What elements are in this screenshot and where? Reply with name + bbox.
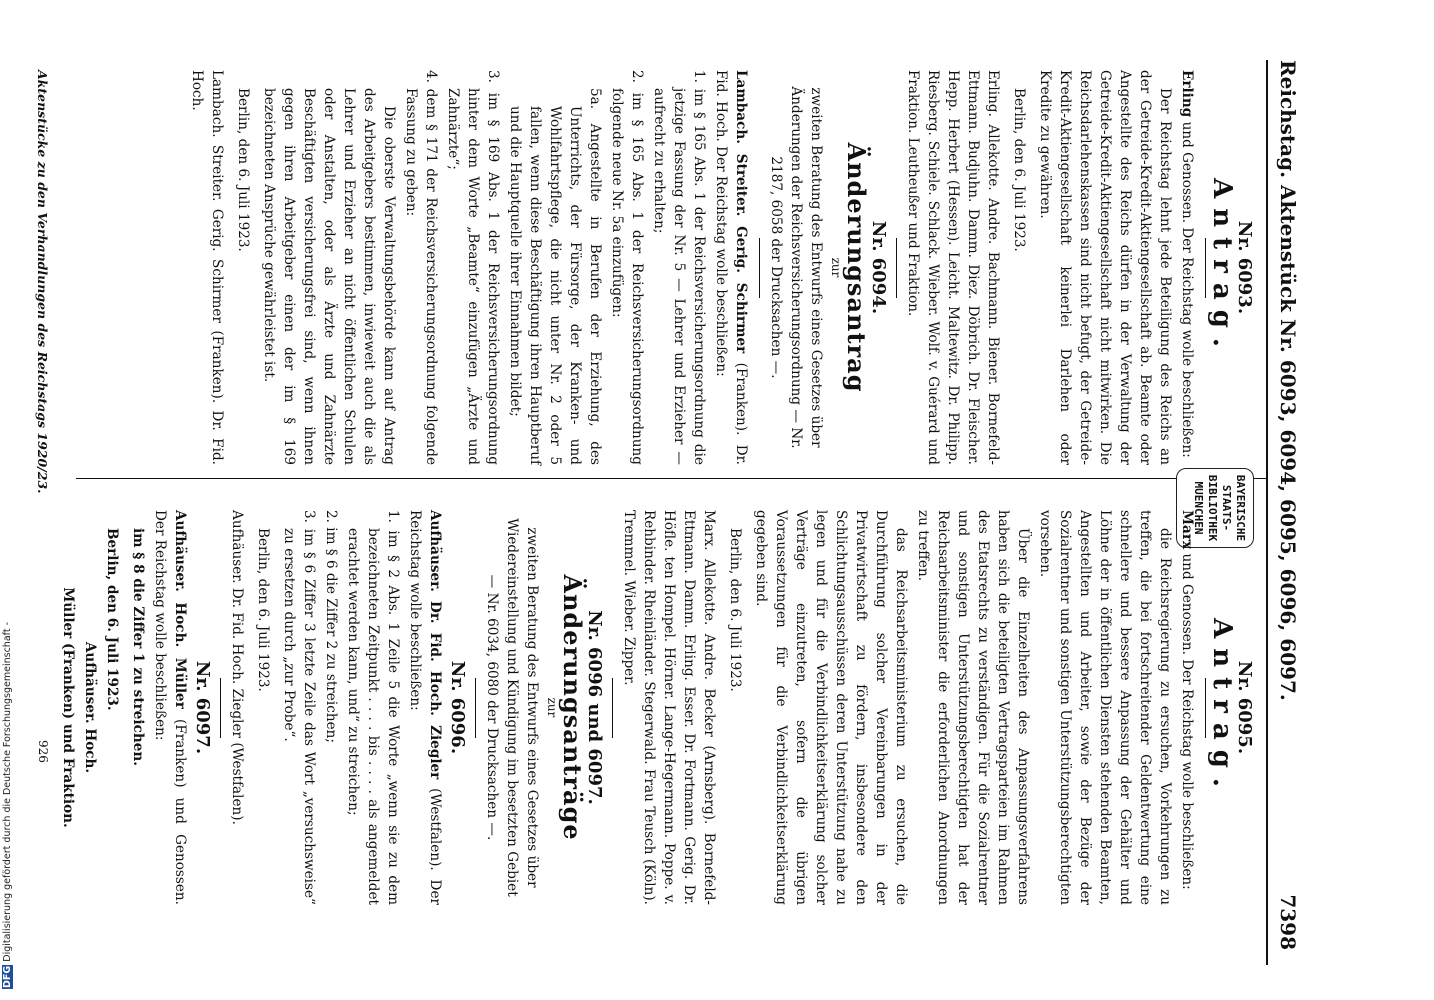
signatures: Aufhäuser. Hoch.	[82, 641, 98, 774]
separator	[1205, 678, 1206, 738]
signatures: Erling. Allekotte. Andre. Bachmann. Biener. Bornefeld-Ettmann. Budjuhn. Damm. Diez. Döbrich. Dr. Fleischer. Hepp. Herbert (Hessen). Leicht. Maltewitz. Dr. Philipp. Riesberg. Schiele. Schlack. Wieber. Wolf. v. Guérard und Fraktion. Leutheußer und Fraktion.	[905, 70, 1001, 465]
separator	[612, 678, 613, 738]
motion-item: 1. im § 165 Abs. 1 der Reichsversicherungsordnung die jetzige Fassung der Nr. 5 — Lehrer und Erzieher — aufrecht zu erhalten;	[651, 70, 707, 465]
doc-subtitle: zweiten Beratung des Entwurfs eines Gesetzes über Wiedereinstellung und Kündigung im besetzten Gebiet — Nr. 6034, 6080 der Drucksachen —.	[484, 518, 540, 897]
motion-body: das Reichsarbeitsministerium zu ersuchen, die Durchführung solcher Vereinbarungen in der Privatwirtschaft zu fördern, insbesondere den Schlichtungsausschüssen deren Unterstützung nahe zu legen und für die Verbindlichkeitserklärung solcher Verträge einzutreten, sofern die übrigen Voraussetzungen für die Verbindlichkeitserklärung gegeben sind.	[753, 510, 909, 905]
footer-page-number: 926	[36, 740, 50, 763]
motion-date: Berlin, den 6. Juli 1923.	[235, 88, 251, 252]
motion-date: Berlin, den 6. Juli 1923.	[255, 528, 271, 692]
motion-lead	[405, 510, 445, 905]
lead-text: und Genossen. Der Reichstag wolle beschließen:	[1179, 549, 1195, 890]
motion-lead	[711, 70, 751, 465]
running-header	[1270, 60, 1300, 950]
header-rule	[1266, 60, 1268, 965]
doc-number: Nr. 6096 und 6097.	[584, 610, 605, 805]
separator	[896, 238, 897, 298]
lead-text: (Franken). Dr. Fid. Hoch. Der Reichstag wolle beschließen:	[713, 70, 749, 466]
stamp-line: STAATS-	[1220, 484, 1233, 532]
separator	[1205, 238, 1206, 298]
mover-name: Lambach. Streiter. Gerig. Schirmer	[733, 70, 749, 354]
zur-label: zur	[545, 697, 559, 718]
column-divider	[76, 478, 1268, 479]
signatures: Lambach. Streiter. Gerig. Schirmer (Franken). Dr. Fid. Hoch.	[189, 70, 225, 465]
motion-item: 2. im § 6 die Ziffer 2 zu streichen;	[323, 510, 339, 743]
signatures: Aufhäuser. Dr. Fid. Hoch. Ziegler (Westfalen).	[229, 510, 245, 825]
lead-text: (Franken) und Genossen. Der Reichstag wolle beschließen:	[152, 510, 188, 905]
lead-text: und Genossen. Der Reichstag wolle beschließen:	[1179, 117, 1195, 458]
mover-name: Aufhäuser. Hoch. Müller	[172, 510, 188, 709]
doc-heading: Antrag.	[1207, 618, 1237, 797]
mover-name: Erling	[1179, 70, 1195, 118]
credit-line	[2, 622, 13, 992]
separator	[220, 678, 221, 738]
footer-text: Aktenstücke zu den Verhandlungen des Reichstags 1920/23.	[35, 70, 50, 494]
doc-heading: Änderungsanträge	[558, 574, 587, 841]
right-column	[56, 510, 1258, 905]
doc-number: Nr. 6095.	[1234, 660, 1255, 755]
stamp-line: MUENCHEN	[1192, 481, 1205, 535]
motion-lead	[1177, 70, 1197, 465]
lead-text: (Westfalen). Der Reichstag wolle beschließen:	[407, 510, 443, 905]
motion-lead	[150, 510, 190, 905]
header-title: Reichstag. Aktenstück Nr. 6093, 6094, 6095, 6096, 6097.	[1276, 60, 1300, 701]
signatures: Marx. Allekotte. Andre. Becker (Arnsberg). Bornefeld-Ettmann. Damm. Erling. Esser. Dr. Fortmann. Gerig. Dr. Höfle. ten Hompel. Hörner. Lange-Hegermann. Poppe. v. Rehbinder. Rheinländer. Stegerwald. Frau Teusch (Köln). Tremmel. Wieber. Zipper.	[621, 510, 717, 905]
credit-text: Digitalisierung gefördert durch die Deutsche Forschungsgemeinschaft -	[2, 622, 13, 962]
doc-subtitle: zweiten Beratung des Entwurfs eines Gesetzes über Änderungen der Reichsversicherungsordnung — Nr. 2187, 6058 der Drucksachen —.	[768, 86, 824, 449]
left-column	[185, 70, 1258, 465]
doc-heading: Antrag.	[1207, 178, 1237, 357]
motion-subitem: 5a. Angestellte in Berufen der Erziehung, des Unterrichts, der Fürsorge, der Kranken- und Wohlfahrtspflege, die nicht unter Nr. 2 oder 5 fallen, wenn diese Beschäftigung ihren Hauptberuf und die Hauptquelle ihrer Einnahmen bildet;	[507, 88, 603, 465]
motion-lead	[1177, 510, 1197, 905]
motion-item: im § 8 die Ziffer 1 zu streichen.	[130, 528, 146, 767]
motion-item: 1. im § 2 Abs. 1 Zeile 5 die Worte „wenn sie zu dem bezeichneten Zeitpunkt . . . . bis . . . . als angemeldet erachtet werden kann, und“ zu streichen;	[345, 510, 401, 905]
motion-subtext: Die oberste Verwaltungsbehörde kann auf Antrag des Arbeitgebers bestimmen, inwieweit auch die als Lehrer und Erzieher an nicht öffentlichen Schulen oder Anstalten, oder als Ärzte und Zahnärzte Beschäftigten versicherungsfrei sind, wenn ihnen gegen ihren Arbeitgeber einen der im § 169 bezeichneten Ansprüche gewährleistet ist.	[261, 88, 397, 465]
motion-item: 4. dem § 171 der Reichsversicherungsordnung folgende Fassung zu geben:	[403, 70, 439, 465]
separator	[759, 238, 760, 298]
motion-body: die Reichsregierung zu ersuchen, Vorkehrungen zu treffen, die bei fortschreitender Geldentwertung eine schnellere und bessere Anpassung der Gehälter und Löhne der in öffentlichen Diensten stehenden Beamten, Angestellten und Arbeiter, sowie der Bezüge der Sozialrentner und sonstigen Unterstützungsberechtigten vorsehen.	[1037, 510, 1173, 905]
mover-name: Aufhäuser. Dr. Fid. Hoch. Ziegler	[427, 510, 443, 780]
motion-item: 3. im § 6 Ziffer 3 letzte Zeile das Wort „versuchsweise“ zu ersetzen durch „zur Probe“.	[281, 510, 317, 905]
sub-number: Nr. 6096.	[447, 660, 468, 755]
motion-date: Berlin, den 6. Juli 1923.	[1011, 88, 1027, 252]
doc-number: Nr. 6094.	[868, 220, 889, 315]
motion-date: Berlin, den 6. Juli 1923.	[104, 528, 120, 711]
motion-date: Berlin, den 6. Juli 1923.	[727, 528, 743, 692]
doc-heading: Änderungsantrag	[842, 142, 871, 393]
header-page-number: 7398	[1276, 894, 1300, 950]
motion-item: 3. im § 169 Abs. 1 der Reichsversicherungsordnung hinter dem Worte „Beamte“ einzufügen „Ärzte und Zahnärzte“;	[445, 70, 501, 465]
mover-name: Marx	[1179, 510, 1195, 550]
doc-number: Nr. 6093.	[1234, 220, 1255, 315]
motion-body: Über die Einzelheiten des Anpassungsverfahrens haben sich die beteiligten Vertragsparteien im Rahmen des Etatsrechts zu verständigen. Für die Sozialrentner und sonstigen Unterstützungsberechtigten hat der Reichsarbeitsminister die erforderlichen Anordnungen zu treffen.	[915, 510, 1031, 905]
motion-item: 2. im § 165 Abs. 1 der Reichsversicherungsordnung folgende neue Nr. 5a einzufügen:	[609, 70, 645, 465]
zur-label: zur	[829, 257, 843, 278]
digitization-credit	[0, 0, 14, 1000]
stamp-line: BAYERISCHE	[1234, 474, 1247, 542]
stamp-line: BIBLIOTHEK	[1206, 474, 1219, 542]
dfg-logo: DFG	[2, 965, 13, 988]
motion-body: Der Reichstag lehnt jede Beteiligung des Reichs an der Getreide-Kredit-Aktiengesellschaft ab. Beamte oder Angestellte des Reichs dürfen in der Verwaltung der Getreide-Kredit-Aktiengesellschaft nicht mitwirken. Die Reichsdarlehenskassen sind nicht befugt, der Getreide-Kredit-Aktiengesellschaft keinerlei Darlehen oder Kredite zu gewähren.	[1037, 70, 1173, 465]
separator	[475, 678, 476, 738]
doc-number: Nr. 6097.	[192, 660, 213, 755]
signatures: Müller (Franken) und Fraktion.	[60, 587, 76, 828]
